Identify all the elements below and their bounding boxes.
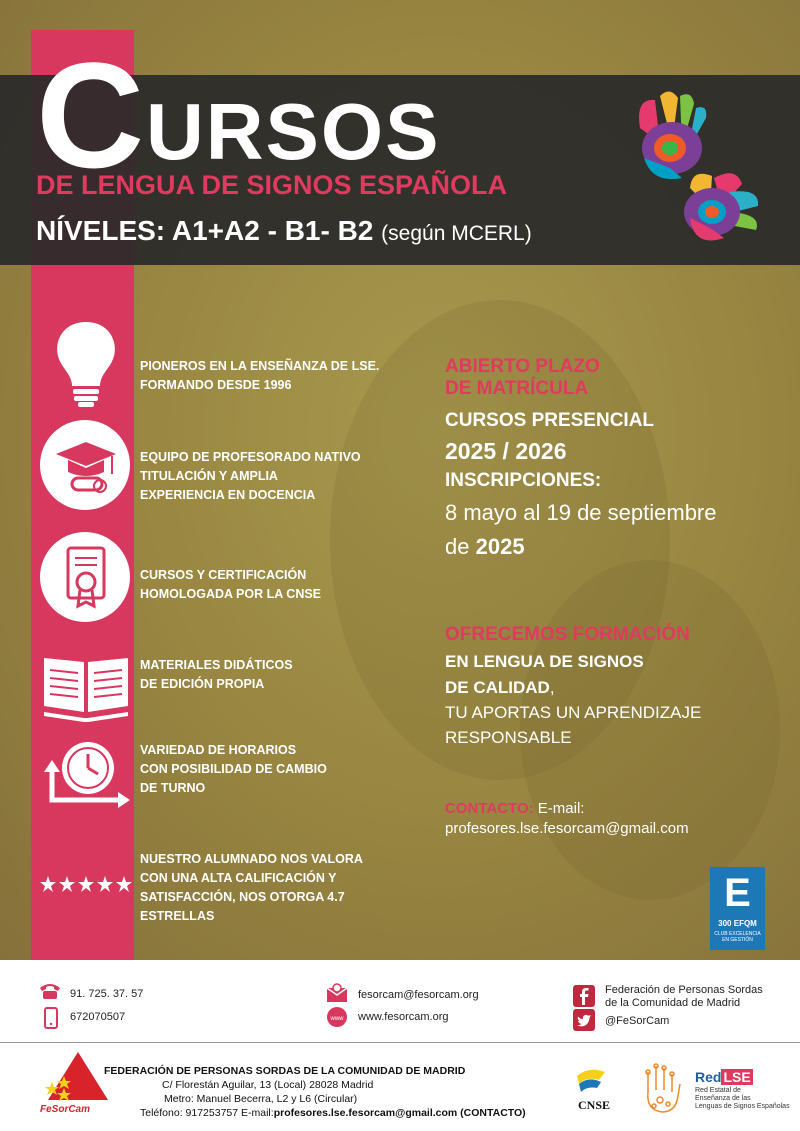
footer-facebook[interactable]: de la Comunidad de Madrid [605,997,741,1009]
feature-text: PIONEROS EN LA ENSEÑANZA DE LSE. FORMANDO DESDE 1996 [140,359,380,392]
feature-text: NUESTRO ALUMNADO NOS VALORA CON UNA ALTA CALIFICACIÓN Y SATISFACCIÓN, NOS OTORGA 4.7 ESTRELLAS [140,852,363,923]
email-icon [326,983,348,1003]
efqm-badge: E 300 EFQM CLUB EXCELENCIA EN GESTIÓN [710,867,765,950]
contact-email[interactable]: profesores.lse.fesorcam@gmail.com [445,820,689,837]
web-icon [326,1006,348,1028]
footer-divider [0,1042,800,1043]
courses-label: CURSOS PRESENCIAL [445,410,655,431]
inscription-dates: de 2025 [445,534,525,559]
org-metro: Metro: Manuel Becerra, L2 y L6 (Circular) [164,1093,358,1105]
levels-text: NÍVELES: A1+A2 - B1- B2 [36,215,374,246]
offer-text: DE CALIDAD, [445,678,555,697]
subtitle: DE LENGUA DE SIGNOS ESPAÑOLA [36,170,508,200]
redlse-logo: Red LSE [695,1069,751,1085]
offer-text: TU APORTAS UN APRENDIZAJE [445,703,702,722]
facebook-icon[interactable] [573,985,595,1007]
title-initial: C [36,31,145,199]
levels-line [36,215,532,250]
cnse-text: CNSE [578,1098,611,1112]
enrollment-heading: DE MATRÍCULA [445,378,589,399]
svg-text:www: www [330,1016,344,1022]
mobile-icon [44,1007,58,1029]
contact-line: CONTACTO: E-mail: [445,800,585,817]
footer-facebook[interactable]: Federación de Personas Sordas [605,984,763,996]
footer-mobile: 672070507 [70,1011,126,1023]
twitter-icon[interactable] [573,1009,595,1031]
feature-text: MATERIALES DIDÁTICOS DE EDICIÓN PROPIA [140,658,293,691]
stars-icon [40,870,132,900]
offer-text: EN LENGUA DE SIGNOS [445,652,644,671]
feature-text: EQUIPO DE PROFESORADO NATIVO TITULACIÓN Y AMPLIA EXPERIENCIA EN DOCENCIA [140,450,361,502]
org-name: FEDERACIÓN DE PERSONAS SORDAS DE LA COMUNIDAD DE MADRID [104,1065,466,1077]
offer-heading: OFRECEMOS FORMACIÓN [445,624,690,645]
graduation-cap-icon [40,420,132,512]
phone-icon [38,982,62,1000]
enrollment-heading: ABIERTO PLAZO [445,356,600,377]
footer-twitter[interactable]: @FeSorCam [605,1015,670,1027]
footer-email[interactable]: fesorcam@fesorcam.org [358,989,479,1001]
redlse-description: Red Estatal de Enseñanza de las Lenguas de Signos Españolas [695,1087,790,1110]
certificate-icon [40,532,132,624]
title-text: URSOS [146,87,441,176]
footer-web[interactable]: www.fesorcam.org [358,1011,449,1023]
hand-network-icon [640,1062,684,1116]
feature-text: CURSOS Y CERTIFICACIÓN HOMOLOGADA POR LA CNSE [140,568,322,601]
feature-text: VARIEDAD DE HORARIOS CON POSIBILIDAD DE CAMBIO DE TURNO [140,743,327,795]
signing-hands-icon [630,88,770,253]
inscription-dates: 8 mayo al 19 de septiembre [445,500,717,525]
fesorcam-logo [38,1050,110,1112]
open-book-icon [40,640,132,732]
fesorcam-logo-text: FeSorCam [40,1104,91,1115]
footer-phone: 91. 725. 37. 57 [70,988,144,1000]
contact-label: CONTACTO: [445,800,534,817]
course-year: 2025 / 2026 [445,438,567,464]
levels-note: (según MCERL) [381,222,532,245]
lightbulb-icon [40,316,132,408]
org-contact: Teléfono: 917253757 E-mail:profesores.lse.fesorcam@gmail.com (CONTACTO) [140,1107,526,1119]
org-address: C/ Florestán Aguilar, 13 (Local) 28028 Madrid [162,1079,374,1091]
clock-icon [40,730,132,822]
offer-text: RESPONSABLE [445,728,572,747]
inscriptions-label: INSCRIPCIONES: [445,470,602,491]
